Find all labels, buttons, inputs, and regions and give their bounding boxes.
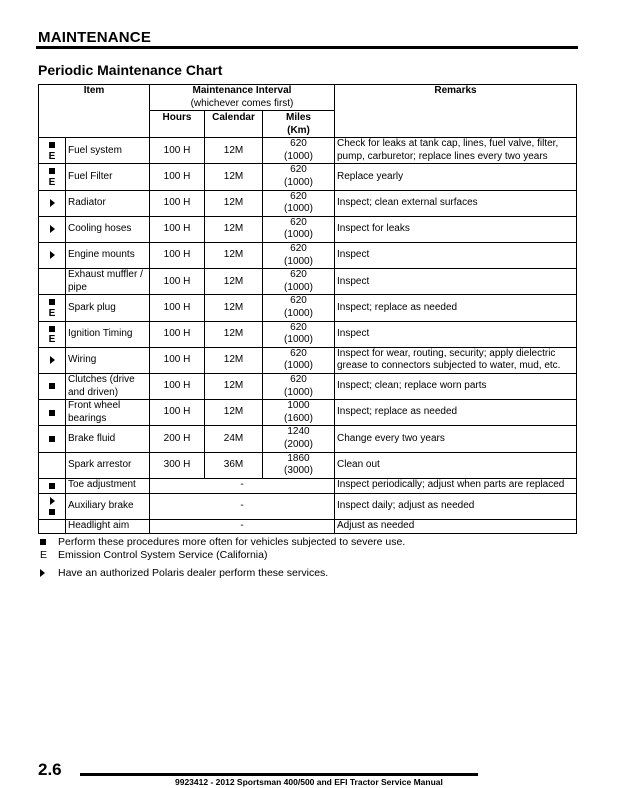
km-value: (1000) <box>284 386 313 398</box>
miles-km-value <box>263 190 335 216</box>
emission-marker: E <box>48 177 56 189</box>
dealer-service-triangle-icon <box>50 225 55 233</box>
emission-marker: E <box>48 150 56 162</box>
section-title: MAINTENANCE <box>38 29 152 46</box>
page-number: 2.6 <box>38 760 62 779</box>
item-name: Brake fluid <box>66 426 150 452</box>
remarks-value: Inspect <box>335 321 577 347</box>
km-value: (1000) <box>284 255 313 267</box>
interval-none: - <box>150 493 335 519</box>
table-row <box>39 164 577 190</box>
header-km: (Km) <box>263 125 335 138</box>
section-rule <box>36 46 578 49</box>
remarks-value: Inspect <box>335 269 577 295</box>
header-hours: Hours <box>150 111 205 125</box>
item-name: Toe adjustment <box>66 478 150 493</box>
row-symbols <box>39 400 66 426</box>
km-value: (1000) <box>284 229 313 241</box>
item-name: Engine mounts <box>66 243 150 269</box>
severe-use-square-icon <box>49 509 55 515</box>
legend-item <box>40 549 267 562</box>
table-row <box>39 243 577 269</box>
row-symbols <box>39 164 66 190</box>
severe-use-square-icon <box>49 436 55 442</box>
row-symbols <box>39 373 66 399</box>
miles-km-value <box>263 138 335 164</box>
legend-text: Perform these procedures more often for vehicles subjected to severe use. <box>58 536 406 548</box>
row-symbols <box>39 347 66 373</box>
calendar-value: 12M <box>205 190 263 216</box>
calendar-value: 12M <box>205 347 263 373</box>
table-row <box>39 321 577 347</box>
item-name: Wiring <box>66 347 150 373</box>
row-symbols <box>39 216 66 242</box>
table-row <box>39 493 577 519</box>
hours-value: 100 H <box>150 216 205 242</box>
legend-text: Have an authorized Polaris dealer perform these services. <box>58 567 329 579</box>
miles-km-value <box>263 243 335 269</box>
row-symbols <box>39 478 66 493</box>
hours-value: 100 H <box>150 243 205 269</box>
miles-value: 620 <box>290 216 307 228</box>
remarks-value: Inspect; clean; replace worn parts <box>335 373 577 399</box>
table-row <box>39 138 577 164</box>
item-name: Front wheel bearings <box>66 400 150 426</box>
hours-value: 100 H <box>150 321 205 347</box>
chart-title: Periodic Maintenance Chart <box>38 62 223 78</box>
row-symbols <box>39 493 66 519</box>
header-calendar: Calendar <box>205 111 263 125</box>
remarks-value: Change every two years <box>335 426 577 452</box>
table-row <box>39 519 577 533</box>
remarks-value: Inspect; replace as needed <box>335 400 577 426</box>
header-interval: Maintenance Interval <box>150 85 335 98</box>
legend-item <box>40 536 405 549</box>
maintenance-table-body <box>39 138 577 533</box>
miles-km-value <box>263 216 335 242</box>
severe-use-square-icon <box>49 326 55 332</box>
km-value: (2000) <box>284 438 313 450</box>
miles-km-value <box>263 164 335 190</box>
row-symbols <box>39 452 66 478</box>
item-name: Cooling hoses <box>66 216 150 242</box>
severe-use-square-icon <box>49 383 55 389</box>
hours-value: 100 H <box>150 373 205 399</box>
miles-km-value <box>263 347 335 373</box>
emission-marker: E <box>48 334 56 346</box>
calendar-value: 24M <box>205 426 263 452</box>
row-symbols <box>39 269 66 295</box>
severe-use-square-icon <box>49 410 55 416</box>
interval-none: - <box>150 478 335 493</box>
hours-value: 100 H <box>150 164 205 190</box>
calendar-value: 12M <box>205 216 263 242</box>
miles-value: 620 <box>290 190 307 202</box>
severe-use-square-icon <box>49 483 55 489</box>
dealer-service-triangle-icon <box>50 251 55 259</box>
remarks-value: Inspect for wear, routing, security; apply dielectric grease to connectors subjected to water, mud, etc. <box>335 347 577 373</box>
item-name: Clutches (drive and driven) <box>66 373 150 399</box>
miles-value: 1860 <box>287 452 310 464</box>
calendar-value: 12M <box>205 269 263 295</box>
miles-value: 1000 <box>287 400 310 412</box>
row-symbols <box>39 190 66 216</box>
severe-use-square-icon <box>40 539 46 545</box>
table-row <box>39 216 577 242</box>
row-symbols <box>39 243 66 269</box>
maintenance-table <box>38 84 577 534</box>
remarks-value: Adjust as needed <box>335 519 577 533</box>
row-symbols <box>39 426 66 452</box>
miles-km-value <box>263 373 335 399</box>
table-row <box>39 347 577 373</box>
km-value: (1000) <box>284 334 313 346</box>
legend-text: Emission Control System Service (California) <box>58 549 268 561</box>
miles-km-value <box>263 295 335 321</box>
item-name: Spark arrestor <box>66 452 150 478</box>
calendar-value: 12M <box>205 400 263 426</box>
hours-value: 100 H <box>150 400 205 426</box>
miles-value: 620 <box>290 321 307 333</box>
hours-value: 100 H <box>150 347 205 373</box>
emission-marker: E <box>48 308 56 319</box>
table-row <box>39 373 577 399</box>
miles-value: 620 <box>290 373 307 385</box>
miles-km-value <box>263 452 335 478</box>
row-symbols <box>39 321 66 347</box>
remarks-value: Inspect; clean external surfaces <box>335 190 577 216</box>
item-name: Headlight aim <box>66 519 150 533</box>
hours-value: 100 H <box>150 269 205 295</box>
calendar-value: 12M <box>205 164 263 190</box>
remarks-value: Inspect daily; adjust as needed <box>335 493 577 519</box>
table-row <box>39 400 577 426</box>
interval-none: - <box>150 519 335 533</box>
header-interval-sub: (whichever comes first) <box>150 98 335 111</box>
calendar-value: 36M <box>205 452 263 478</box>
table-row <box>39 426 577 452</box>
emission-marker: E <box>40 549 48 561</box>
header-miles: Miles <box>263 111 335 125</box>
miles-value: 620 <box>290 164 307 176</box>
km-value: (1000) <box>284 150 313 162</box>
calendar-value: 12M <box>205 243 263 269</box>
km-value: (1000) <box>284 281 313 293</box>
table-row <box>39 452 577 478</box>
severe-use-square-icon <box>49 142 55 148</box>
table-row <box>39 295 577 321</box>
miles-value: 620 <box>290 269 307 281</box>
dealer-service-triangle-icon <box>50 497 55 505</box>
km-value: (1000) <box>284 360 313 372</box>
remarks-value: Inspect <box>335 243 577 269</box>
item-name: Radiator <box>66 190 150 216</box>
manual-title: 9923412 - 2012 Sportsman 400/500 and EFI Tractor Service Manual <box>175 777 443 787</box>
remarks-value: Clean out <box>335 452 577 478</box>
hours-value: 200 H <box>150 426 205 452</box>
calendar-value: 12M <box>205 373 263 399</box>
item-name: Fuel Filter <box>66 164 150 190</box>
table-row <box>39 190 577 216</box>
table-row <box>39 269 577 295</box>
km-value: (1600) <box>284 412 313 424</box>
miles-value: 620 <box>290 295 307 307</box>
header-item: Item <box>39 85 150 98</box>
row-symbols <box>39 295 66 321</box>
remarks-value: Inspect periodically; adjust when parts are replaced <box>335 478 577 493</box>
header-remarks: Remarks <box>335 85 577 98</box>
miles-km-value <box>263 400 335 426</box>
remarks-value: Inspect for leaks <box>335 216 577 242</box>
severe-use-square-icon <box>49 299 55 305</box>
miles-value: 620 <box>290 347 307 359</box>
row-symbols <box>39 519 66 533</box>
item-name: Auxiliary brake <box>66 493 150 519</box>
dealer-service-triangle-icon <box>50 356 55 364</box>
dealer-service-triangle-icon <box>40 569 45 577</box>
km-value: (1000) <box>284 177 313 189</box>
calendar-value: 12M <box>205 138 263 164</box>
hours-value: 100 H <box>150 138 205 164</box>
calendar-value: 12M <box>205 295 263 321</box>
table-row <box>39 478 577 493</box>
item-name: Exhaust muffler / pipe <box>66 269 150 295</box>
legend-item <box>40 567 328 580</box>
miles-value: 1240 <box>287 426 310 438</box>
remarks-value: Check for leaks at tank cap, lines, fuel valve, filter, pump, carburetor; replace lines every two years <box>335 138 577 164</box>
km-value: (3000) <box>284 465 313 477</box>
hours-value: 100 H <box>150 295 205 321</box>
item-name: Ignition Timing <box>66 321 150 347</box>
km-value: (1000) <box>284 203 313 215</box>
miles-km-value <box>263 321 335 347</box>
severe-use-square-icon <box>49 168 55 174</box>
miles-value: 620 <box>290 138 307 150</box>
remarks-value: Replace yearly <box>335 164 577 190</box>
remarks-value: Inspect; replace as needed <box>335 295 577 321</box>
miles-km-value <box>263 426 335 452</box>
row-symbols <box>39 138 66 164</box>
item-name: Spark plug <box>66 295 150 321</box>
km-value: (1000) <box>284 308 313 319</box>
miles-km-value <box>263 269 335 295</box>
hours-value: 100 H <box>150 190 205 216</box>
hours-value: 300 H <box>150 452 205 478</box>
calendar-value: 12M <box>205 321 263 347</box>
item-name: Fuel system <box>66 138 150 164</box>
miles-value: 620 <box>290 243 307 255</box>
dealer-service-triangle-icon <box>50 199 55 207</box>
footer-rule <box>80 773 478 776</box>
